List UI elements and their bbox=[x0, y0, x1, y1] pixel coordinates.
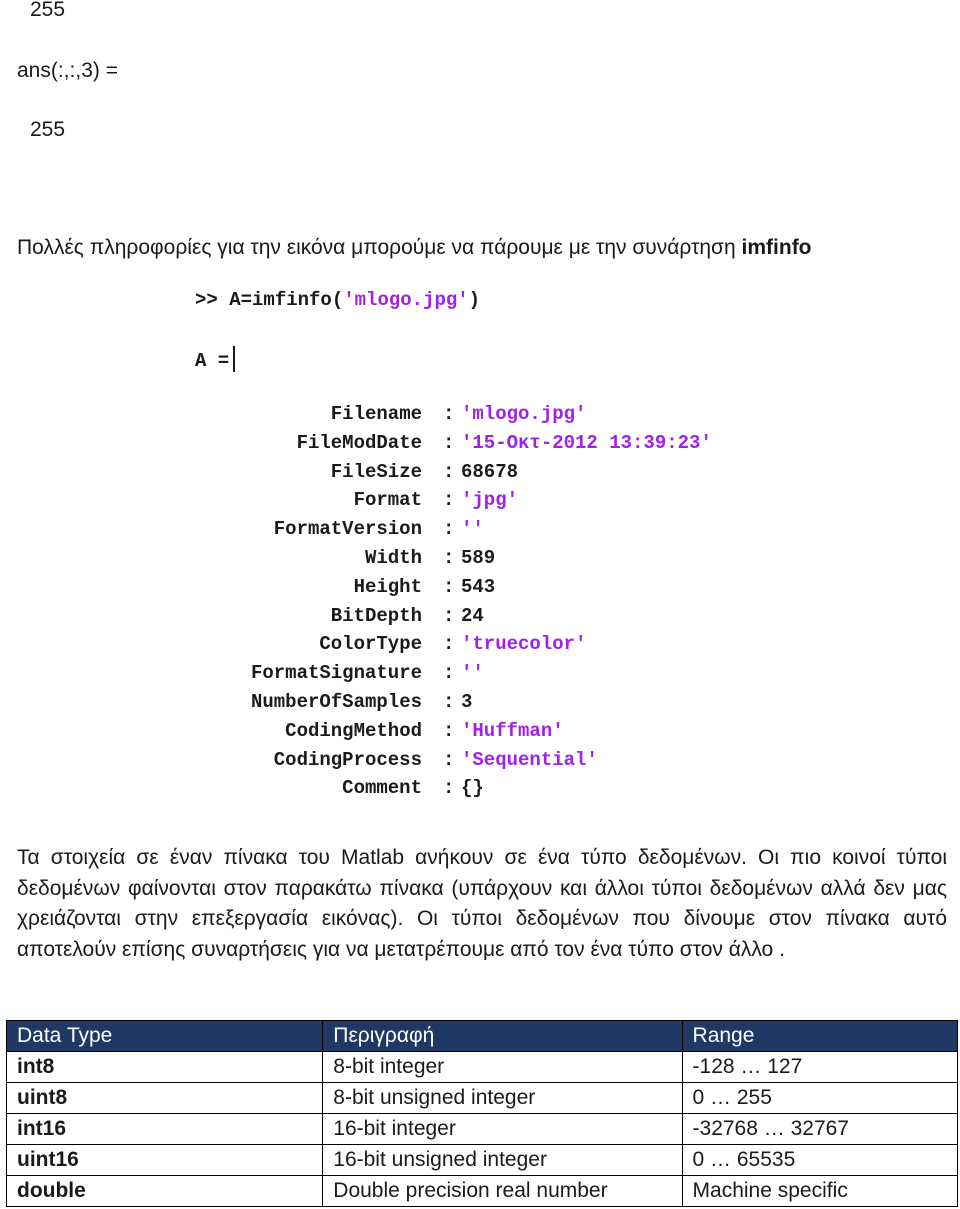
struct-field bbox=[193, 720, 713, 749]
field-colon: : bbox=[443, 403, 455, 425]
console-command-text: >> A=imfinfo( bbox=[195, 289, 344, 311]
cell-description: Double precision real number bbox=[323, 1176, 682, 1207]
field-colon: : bbox=[443, 662, 455, 685]
console-command bbox=[195, 289, 480, 311]
field-colon: : bbox=[443, 460, 455, 483]
field-colon: : bbox=[443, 431, 455, 454]
output-value-ans: 255 bbox=[30, 118, 66, 141]
struct-field bbox=[193, 489, 713, 518]
struct-field bbox=[193, 547, 713, 576]
field-colon: : bbox=[443, 748, 455, 771]
field-colon: : bbox=[443, 547, 455, 569]
cell-data-type: uint8 bbox=[7, 1083, 323, 1114]
field-key: Comment bbox=[342, 777, 422, 800]
field-value: '' bbox=[461, 518, 484, 541]
cell-data-type: double bbox=[7, 1176, 323, 1207]
header-data-type: Data Type bbox=[7, 1021, 323, 1052]
table-row bbox=[7, 1083, 958, 1114]
cell-data-type: int16 bbox=[7, 1114, 323, 1145]
field-key: Format bbox=[353, 489, 422, 512]
struct-field bbox=[193, 633, 713, 662]
table-body bbox=[7, 1052, 958, 1207]
struct-field bbox=[193, 662, 713, 691]
field-key: ColorType bbox=[319, 633, 422, 656]
text-cursor bbox=[233, 346, 235, 372]
table-row bbox=[7, 1114, 958, 1145]
struct-field bbox=[193, 461, 713, 490]
cell-range: -128 … 127 bbox=[682, 1052, 957, 1083]
struct-field bbox=[193, 403, 713, 432]
table-row bbox=[7, 1052, 958, 1083]
field-value: {} bbox=[461, 777, 484, 800]
field-value: 'jpg' bbox=[461, 489, 519, 512]
field-value: '15-Οκτ-2012 13:39:23' bbox=[461, 431, 712, 454]
cell-data-type: uint16 bbox=[7, 1145, 323, 1176]
cell-data-type: int8 bbox=[7, 1052, 323, 1083]
struct-field bbox=[193, 777, 713, 806]
field-key: Width bbox=[364, 547, 422, 569]
ans-label: ans(:,:,3) = bbox=[17, 59, 118, 82]
matlab-console-screenshot bbox=[193, 288, 753, 808]
field-key: Filename bbox=[330, 403, 422, 425]
field-key: FileSize bbox=[330, 460, 422, 483]
cell-range: 0 … 65535 bbox=[682, 1145, 957, 1176]
intro-function-name: imfinfo bbox=[741, 236, 812, 259]
field-key: FileModDate bbox=[296, 431, 422, 454]
field-key: FormatVersion bbox=[273, 518, 422, 541]
field-colon: : bbox=[443, 691, 455, 713]
field-value: 589 bbox=[461, 547, 496, 569]
console-assignment bbox=[195, 346, 235, 372]
cell-description: 8-bit integer bbox=[323, 1052, 682, 1083]
field-colon: : bbox=[443, 575, 455, 598]
field-value: 68678 bbox=[461, 460, 519, 483]
console-command-arg: 'mlogo.jpg' bbox=[343, 289, 469, 311]
intro-sentence: Πολλές πληροφορίες για την εικόνα μπορούμε να πάρουμε με την συνάρτηση bbox=[17, 236, 742, 259]
field-key: CodingMethod bbox=[285, 719, 422, 742]
field-value: 3 bbox=[461, 691, 473, 713]
cell-description: 16-bit unsigned integer bbox=[323, 1145, 682, 1176]
struct-field bbox=[193, 749, 713, 778]
intro-text bbox=[17, 236, 812, 260]
field-value: '' bbox=[461, 662, 484, 685]
field-colon: : bbox=[443, 518, 455, 541]
field-colon: : bbox=[443, 489, 455, 512]
struct-field bbox=[193, 576, 713, 605]
field-colon: : bbox=[443, 777, 455, 800]
cell-range: 0 … 255 bbox=[682, 1083, 957, 1114]
struct-field bbox=[193, 605, 713, 634]
field-key: CodingProcess bbox=[273, 748, 422, 771]
header-description: Περιγραφή bbox=[323, 1021, 682, 1052]
table-header-row bbox=[7, 1021, 958, 1052]
console-command-end: ) bbox=[468, 289, 481, 311]
field-value: 543 bbox=[461, 575, 496, 598]
field-key: FormatSignature bbox=[250, 662, 422, 685]
table-row bbox=[7, 1176, 958, 1207]
cell-range: Machine specific bbox=[682, 1176, 957, 1207]
cell-range: -32768 … 32767 bbox=[682, 1114, 957, 1145]
field-colon: : bbox=[443, 633, 455, 656]
field-value: 'Huffman' bbox=[461, 719, 564, 742]
console-assignment-text: A = bbox=[195, 350, 230, 372]
field-value: 'truecolor' bbox=[461, 633, 587, 656]
field-key: BitDepth bbox=[330, 604, 422, 627]
field-value: 24 bbox=[461, 604, 484, 627]
data-types-table bbox=[6, 1020, 958, 1207]
cell-description: 8-bit unsigned integer bbox=[323, 1083, 682, 1114]
struct-field bbox=[193, 691, 713, 720]
struct-field bbox=[193, 432, 713, 461]
cell-description: 16-bit integer bbox=[323, 1114, 682, 1145]
header-range: Range bbox=[682, 1021, 957, 1052]
field-key: Height bbox=[353, 575, 422, 598]
field-value: 'Sequential' bbox=[461, 748, 598, 771]
field-key: NumberOfSamples bbox=[250, 691, 422, 713]
field-value: 'mlogo.jpg' bbox=[461, 403, 587, 425]
field-colon: : bbox=[443, 604, 455, 627]
body-paragraph: Τα στοιχεία σε έναν πίνακα του Matlab ανήκουν σε ένα τύπο δεδομένων. Οι πιο κοινοί τύποι δεδομένων φαίνονται στον παρακάτω πίνακα (υπάρχουν και άλλοι τύποι δεδομένων αλλά δεν μας χρειάζονται στην επεξεργασία εικόνας). Οι τύποι δεδομένων που δίνουμε στον πίνακα αυτό αποτελούν επίσης συναρτήσεις για να μετατρέπουμε από τον ένα τύπο στον άλλο . bbox=[17, 846, 947, 961]
struct-field bbox=[193, 518, 713, 547]
field-colon: : bbox=[443, 719, 455, 742]
table-row bbox=[7, 1145, 958, 1176]
output-value-top: 255 bbox=[30, 0, 66, 21]
